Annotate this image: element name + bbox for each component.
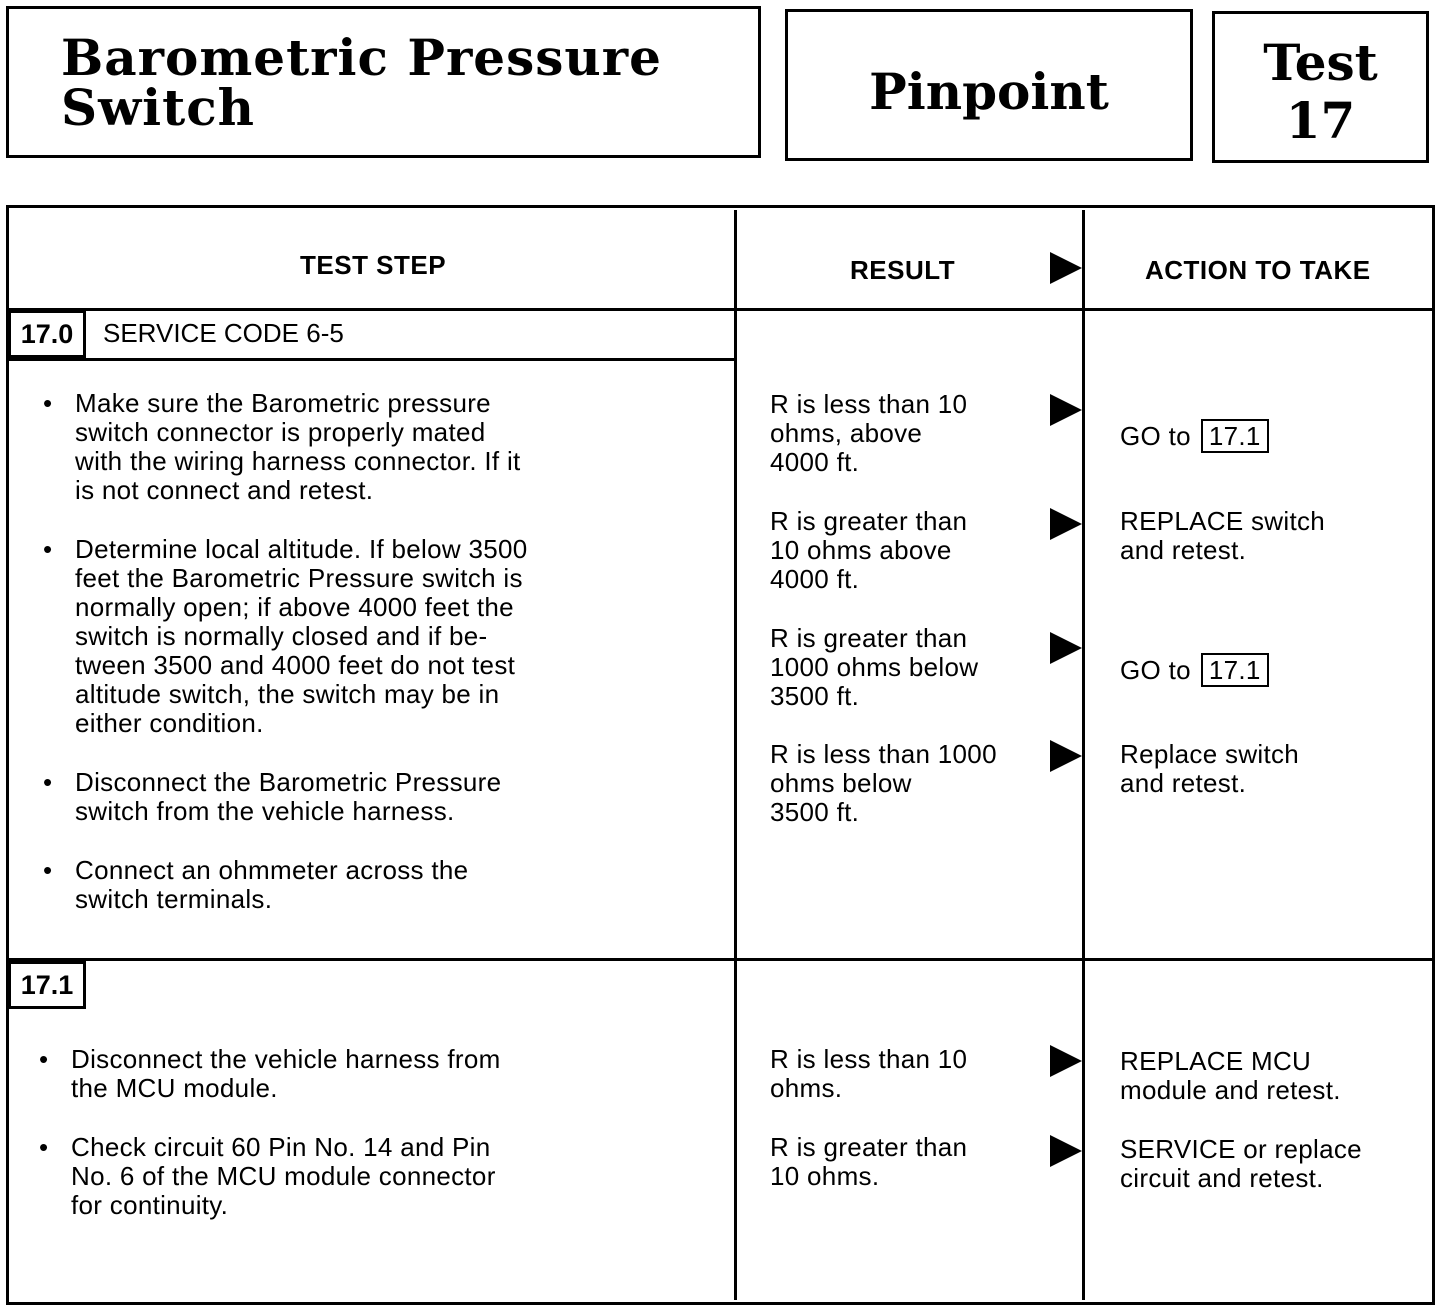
step-number: 17.1: [8, 961, 86, 1009]
step-reference: 17.1: [1201, 419, 1269, 453]
result-item: R is greater than 10 ohms.: [770, 1132, 968, 1191]
step-17-0-title-divider: [6, 358, 737, 361]
action-item: REPLACE MCU module and retest.: [1120, 1046, 1341, 1105]
test-label-group: [1215, 34, 1426, 150]
instruction-item: • Disconnect the vehicle harness from the MCU module.: [71, 1045, 711, 1103]
action-item: [1120, 390, 1269, 453]
column-header-result: RESULT: [850, 255, 956, 285]
action-item: REPLACE switch and retest.: [1120, 506, 1326, 565]
instruction-item: • Make sure the Barometric pressure switch connector is properly mated with the wiring harness connector. If it is not connect and retest.: [75, 389, 715, 505]
category-box: [785, 9, 1193, 161]
category-label: Pinpoint: [869, 62, 1109, 121]
instruction-item: • Determine local altitude. If below 3500 feet the Barometric Pressure switch is normally open; if above 4000 feet the switch is normally closed and if be- tween 3500 and 4000 feet do not test altitude switch, the switch may be in either condition.: [75, 535, 715, 738]
action-item: Replace switch and retest.: [1120, 739, 1300, 798]
result-item: R is greater than 1000 ohms below 3500 ft.: [770, 623, 979, 711]
step-17-0-instructions: [75, 389, 715, 944]
step-17-1-instructions: [71, 1045, 711, 1250]
instruction-item: • Disconnect the Barometric Pressure switch from the vehicle harness.: [75, 768, 715, 826]
arrow-icon: [1050, 508, 1082, 540]
column-header-test-step: TEST STEP: [300, 250, 447, 280]
action-text: GO to: [1120, 421, 1191, 451]
step-divider: [6, 958, 1435, 961]
result-item: R is less than 10 ohms, above 4000 ft.: [770, 389, 968, 477]
test-box: [1212, 11, 1429, 163]
instruction-item: • Check circuit 60 Pin No. 14 and Pin No. 6 of the MCU module connector for continuity.: [71, 1133, 711, 1220]
result-item: R is greater than 10 ohms above 4000 ft.: [770, 506, 968, 594]
arrow-icon: [1050, 632, 1082, 664]
instruction-item: • Connect an ohmmeter across the switch terminals.: [75, 856, 715, 914]
step-number: 17.0: [8, 310, 86, 358]
column-header-action: ACTION TO TAKE: [1145, 255, 1371, 285]
column-divider-action: [1082, 210, 1085, 1300]
action-item: [1120, 624, 1269, 687]
arrow-icon: [1050, 1135, 1082, 1167]
arrow-icon: [1050, 394, 1082, 426]
test-number: 17: [1285, 91, 1356, 150]
column-divider-result: [734, 210, 737, 1300]
arrow-icon: [1050, 740, 1082, 772]
test-label: Test: [1263, 33, 1378, 92]
action-item: SERVICE or replace circuit and retest.: [1120, 1134, 1362, 1193]
arrow-icon: [1050, 1045, 1082, 1077]
result-item: R is less than 1000 ohms below 3500 ft.: [770, 739, 997, 827]
step-title: SERVICE CODE 6-5: [103, 318, 344, 348]
header-divider: [6, 308, 1435, 311]
title-box: [6, 6, 761, 158]
page-title: Barometric Pressure Switch: [61, 28, 662, 137]
result-item: R is less than 10 ohms.: [770, 1044, 968, 1103]
action-text: GO to: [1120, 655, 1191, 685]
arrow-icon: [1050, 252, 1082, 284]
step-reference: 17.1: [1201, 653, 1269, 687]
